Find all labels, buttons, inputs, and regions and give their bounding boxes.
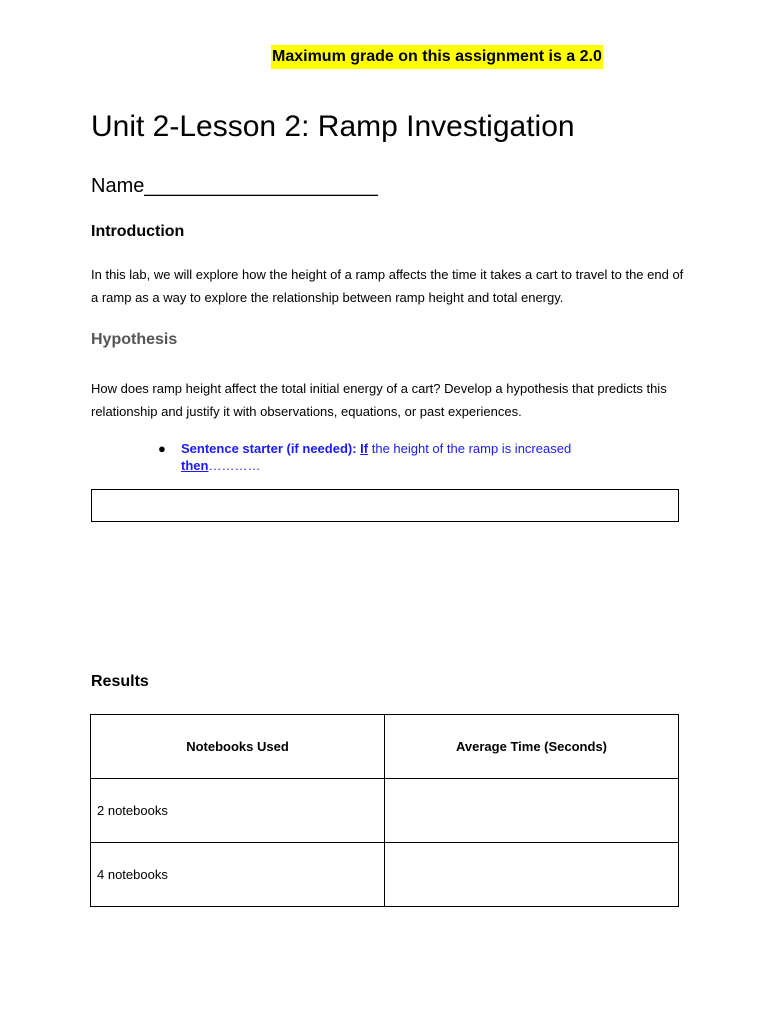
- hypothesis-heading: Hypothesis: [91, 331, 178, 348]
- results-heading: Results: [91, 673, 149, 690]
- column-header-average-time: Average Time (Seconds): [385, 715, 679, 779]
- table-row: [91, 843, 679, 907]
- introduction-heading: Introduction: [91, 223, 185, 240]
- introduction-text: In this lab, we will explore how the height of a ramp affects the time it takes a cart to travel to the end of a ramp as a way to explore the relationship between ramp height and total energy.: [91, 267, 684, 305]
- page-title: Unit 2-Lesson 2: Ramp Investigation: [91, 110, 575, 143]
- table-header-row: [91, 715, 679, 779]
- cell-notebooks: 2 notebooks: [91, 779, 385, 843]
- sentence-starter-dots: …………: [208, 458, 261, 473]
- column-header-notebooks: Notebooks Used: [91, 715, 385, 779]
- sentence-starter-if: If: [360, 441, 369, 456]
- bullet-icon: ●: [158, 441, 166, 456]
- name-field-line: Name_____________________: [91, 175, 378, 197]
- results-table: [90, 714, 679, 907]
- sentence-starter: [181, 440, 641, 474]
- table-row: [91, 779, 679, 843]
- cell-average-time[interactable]: [385, 779, 679, 843]
- cell-notebooks: 4 notebooks: [91, 843, 385, 907]
- sentence-starter-then: then: [181, 458, 209, 473]
- sentence-starter-label: Sentence starter (if needed):: [181, 441, 361, 456]
- cell-average-time[interactable]: [385, 843, 679, 907]
- hypothesis-answer-box[interactable]: [91, 489, 679, 522]
- hypothesis-prompt: How does ramp height affect the total initial energy of a cart? Develop a hypothesis that predicts this relationship and justify it with observations, equations, or past experiences.: [91, 381, 667, 419]
- sentence-starter-middle: the height of the ramp is increased: [368, 441, 572, 456]
- grade-notice: Maximum grade on this assignment is a 2.0: [271, 45, 603, 69]
